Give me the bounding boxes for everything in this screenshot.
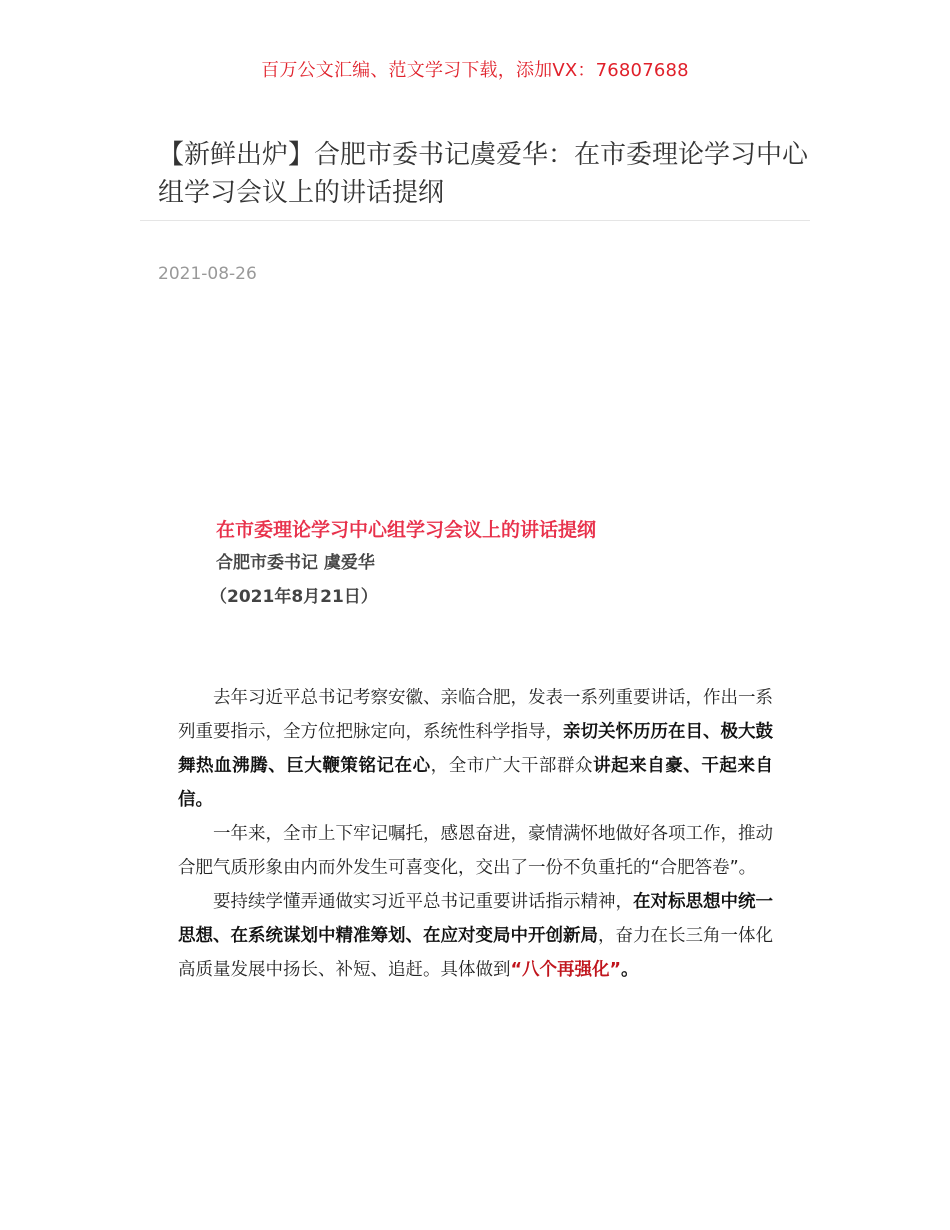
article-body [178,681,773,987]
promo-banner: 百万公文汇编、范文学习下载，添加VX：76807688 [261,60,689,81]
paragraph-text: 一年来，全市上下牢记嘱托，感恩奋进，豪情满怀地做好各项工作，推动合肥气质形象由内而外发生可喜变化，交出了一份不负重托的“合肥答卷”。 [178,824,773,878]
paragraph-text: 去年习近平总书记考察安徽、亲临合肥，发表一系列重要讲话，作出一系列重要指示，全方位把脉定向，系统性科学指导， [178,688,773,742]
paragraph-emphasis: 在对标思想中统一思想、在系统谋划中精准筹划、在应对变局中开创新局 [178,892,773,946]
paragraph-emphasis: 讲起来自豪、干起来自信。 [178,756,773,810]
speech-title: 在市委理论学习中心组学习会议上的讲话提纲 [216,519,597,541]
speech-date: （2021年8月21日） [210,587,378,607]
paragraph-text: 要持续学懂弄通做实习近平总书记重要讲话指示精神， [213,892,633,912]
paragraph-red-emphasis: “八个再强化” [510,960,622,980]
paragraph-emphasis: 亲切关怀历历在目、极大鼓舞热血沸腾、巨大鞭策铭记在心 [178,722,773,776]
publish-date: 2021-08-26 [158,264,257,284]
paragraph-text: ，全市广大干部群众 [430,756,594,776]
paragraph-text: ，奋力在长三角一体化高质量发展中扬长、补短、追赶。具体做到 [178,926,773,980]
paragraph-1 [178,681,773,817]
speech-header [210,514,776,614]
paragraph-3 [178,885,773,987]
title-divider [140,220,810,221]
speech-author: 合肥市委书记 虞爱华 [216,553,375,573]
paragraph-2 [178,817,773,885]
article-title: 【新鲜出炉】合肥市委书记虞爱华：在市委理论学习中心组学习会议上的讲话提纲 [158,140,809,208]
paragraph-emphasis: 。 [621,960,639,980]
